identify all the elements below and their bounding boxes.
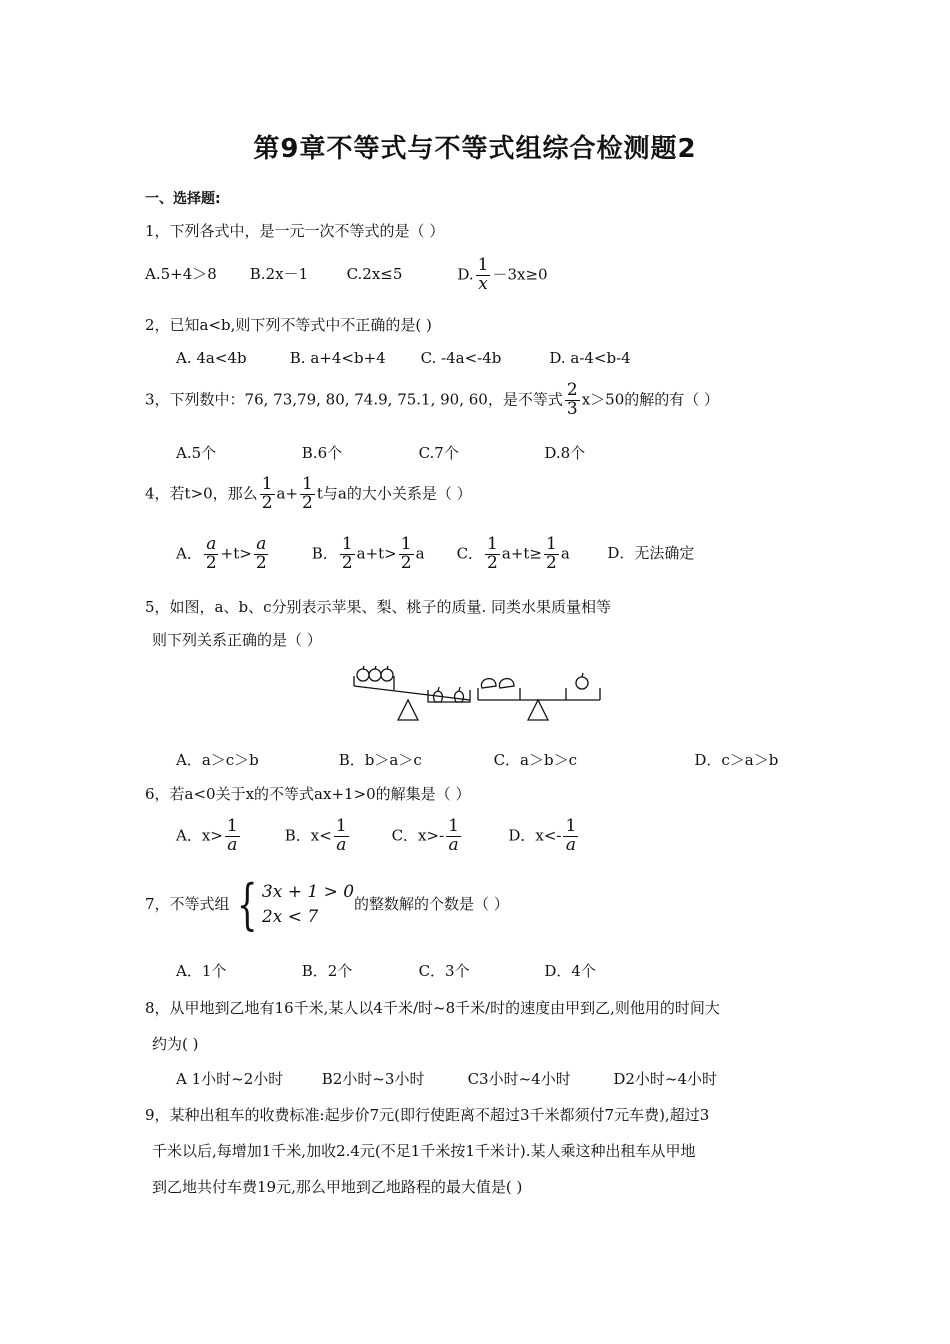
- fraction: $\frac{1}{2}$: [261, 474, 273, 513]
- q7-options: [176, 960, 596, 981]
- q6-option-b: B．x< $\frac{1}{a}$: [284, 816, 347, 855]
- left-brace-icon: {: [236, 873, 258, 936]
- q8-option-d: D2小时~4小时: [613, 1070, 718, 1088]
- section-heading: 一、选择题:: [145, 191, 221, 207]
- q5-option-b: B．b＞a＞c: [338, 751, 422, 769]
- q5-option-c: C．a＞b＞c: [493, 751, 577, 769]
- q1-option-d: D. $\frac{1}{x}$ －3x≥0: [457, 255, 548, 294]
- q8-option-c: C3小时~4小时: [467, 1070, 571, 1088]
- q4-option-d: D．无法确定: [607, 544, 695, 563]
- q4-option-c: C． $\frac{1}{2}$ a+t≥ $\frac{1}{2}$ a: [456, 534, 570, 573]
- q5-stem-line2: 则下列关系正确的是（ ）: [152, 631, 322, 649]
- q2-option-d: D. a-4<b-4: [549, 349, 631, 367]
- q3-option-d: D.8个: [544, 444, 586, 462]
- q3-options: [176, 442, 585, 463]
- q8-option-b: B2小时~3小时: [321, 1070, 425, 1088]
- q8-stem-line1: 8，从甲地到乙地有16千米,某人以4千米/时~8千米/时的速度由甲到乙,则他用的时间大: [145, 999, 720, 1017]
- q4-stem: 4，若t>0，那么 $\frac{1}{2}$ a+ $\frac{1}{2}$ t与a的大小关系是（ ）: [145, 474, 472, 513]
- q8-option-a: A 1小时~2小时: [176, 1070, 284, 1088]
- q4-option-a: A． $\frac{a}{2}$ +t> $\frac{a}{2}$: [176, 534, 267, 573]
- q1-option-c: C.2x≤5: [346, 265, 403, 284]
- q5-option-d: D．c＞a＞b: [694, 751, 779, 769]
- q3-option-b: B.6个: [301, 444, 343, 462]
- q5-option-a: A．a＞c＞b: [176, 751, 259, 769]
- q9-line2: 千米以后,每增加1千米,加收2.4元(不足1千米按1千米计).某人乘这种出租车从甲地: [152, 1142, 696, 1160]
- q4-options: [176, 536, 694, 573]
- q1-stem: 1，下列各式中，是一元一次不等式的是（ ）: [145, 222, 445, 240]
- q4-option-b: B． $\frac{1}{2}$ a+t> $\frac{1}{2}$ a: [311, 534, 425, 573]
- q1-option-a: A.5+4＞8: [145, 265, 217, 284]
- q9-line1: 9，某种出租车的收费标准:起步价7元(即行使距离不超过3千米都须付7元车费),超过3: [145, 1106, 710, 1124]
- q3-stem: 3，下列数中：76, 73,79, 80, 74.9, 75.1, 90, 60，是不等式 $\frac{2}{3}$ x＞50的解的有（ ）: [145, 380, 720, 419]
- q9-line3: 到乙地共付车费19元,那么甲地到乙地路程的最大值是( ): [152, 1178, 523, 1196]
- fraction: $\frac{1}{x}$: [477, 255, 489, 294]
- q6-option-a: A．x> $\frac{1}{a}$: [176, 816, 238, 855]
- q6-stem: 6，若a<0关于x的不等式ax+1>0的解集是（ ）: [145, 785, 471, 803]
- q8-options: [176, 1068, 717, 1089]
- inequality-system: { 3x + 1 > 0 2x < 7: [236, 873, 355, 936]
- q7-option-d: D．4个: [544, 962, 596, 980]
- q2-option-c: C. -4a<-4b: [420, 349, 502, 367]
- q7-option-c: C．3个: [418, 962, 470, 980]
- q5-options: [176, 749, 778, 770]
- q7-option-b: B．2个: [301, 962, 353, 980]
- q1-options: [145, 257, 548, 294]
- q7-option-a: A．1个: [176, 962, 227, 980]
- balance-scale-figure: [350, 660, 610, 724]
- q1-option-b: B.2x－1: [249, 265, 309, 284]
- q8-stem-line2: 约为( ): [152, 1035, 199, 1053]
- q6-option-d: D．x<- $\frac{1}{a}$: [508, 816, 577, 855]
- q2-option-b: B. a+4<b+4: [289, 349, 386, 367]
- q2-option-a: A. 4a<4b: [176, 349, 247, 367]
- q7-stem: 7，不等式组 { 3x + 1 > 0 2x < 7 的整数解的个数是（ ）: [145, 873, 509, 936]
- q3-option-a: A.5个: [176, 444, 217, 462]
- q2-options: [176, 349, 631, 367]
- q6-option-c: C．x>- $\frac{1}{a}$: [391, 816, 459, 855]
- fraction: $\frac{1}{2}$: [302, 474, 313, 513]
- fraction: $\frac{2}{3}$: [566, 380, 578, 419]
- q3-option-c: C.7个: [418, 444, 459, 462]
- q2-stem: 2，已知a<b,则下列不等式中不正确的是( ): [145, 316, 432, 334]
- q5-stem-line1: 5，如图，a、b、c分别表示苹果、梨、桃子的质量. 同类水果质量相等: [145, 598, 612, 616]
- page-title: 第9章不等式与不等式组综合检测题2: [253, 134, 697, 164]
- q6-options: [176, 818, 580, 855]
